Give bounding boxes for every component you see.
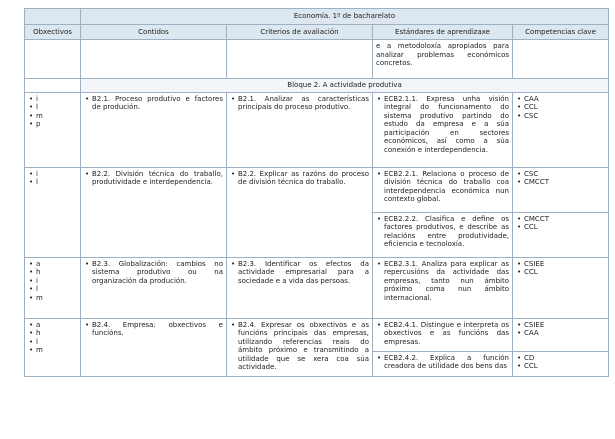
competences-cell [513,167,609,212]
content-item: • B2.2. División técnica do traballo, produtividade e interdependencia. [84,170,223,187]
competence-item: • CAA [516,329,605,338]
objectives-cell [25,257,81,318]
standard-item: • ECB2.2.2. Clasifica e define os factores produtivos, e describe as relacións entre produtividade, eficiencia e tecnoloxía. [376,215,509,249]
competence-item: • CCL [516,362,605,371]
criterion-cell [227,318,373,376]
title-row [25,9,609,25]
criterion-item: • B2.3. Identificar os efectos da actividade empresarial para a sociedade e a vida das persoas. [230,260,369,286]
objectives-cell [25,92,81,167]
table-row [25,257,609,318]
criterion-cell [227,167,373,257]
competence-item: • CSC [516,170,605,179]
content-item: • B2.4. Empresa: obxectivos e funcións. [84,321,223,338]
competences-cell [513,318,609,351]
objectives-cell [25,318,81,376]
competences-cell [513,351,609,376]
content-cell [81,167,227,257]
table-row [25,167,609,212]
standard-item: • ECB2.4.1. Distingue e interpreta os obxectivos e as funcións das empresas. [376,321,509,347]
criterion-cell [227,257,373,318]
objective-item: • a [28,321,77,330]
competence-item: • CMCCT [516,178,605,187]
objective-item: • p [28,120,77,129]
competence-item: • CMCCT [516,215,605,224]
standard-item: • ECB2.2.1. Relaciona o proceso de división técnica do traballo coa interdependencia económica nun contexto global. [376,170,509,204]
content-cell [81,257,227,318]
criterion-item: • B2.4. Expresar os obxectivos e as funcións principais das empresas, utilizando referencias reais do ámbito próximo e transmitindo a utilidade que se xera coa súa actividade. [230,321,369,372]
competence-item: • CCL [516,103,605,112]
standard-cell [373,92,513,167]
competence-item: • CAA [516,95,605,104]
competence-item: • CSIEE [516,321,605,330]
objective-item: • l [28,178,77,187]
column-header-row [25,24,609,40]
col-header-contents: Contidos [81,24,227,40]
competence-item: • CCL [516,268,605,277]
competences-cell [513,257,609,318]
standard-cell [373,167,513,212]
standard-cell [373,257,513,318]
objective-item: • i [28,95,77,104]
content-cell [81,318,227,376]
curriculum-table [24,8,609,377]
content-cell [81,92,227,167]
content-item: • B2.1. Proceso produtivo e factores de produción. [84,95,223,112]
objective-item: • m [28,346,77,355]
col-header-competences: Competencias clave [513,24,609,40]
standard-cell [373,351,513,376]
objective-item: • m [28,294,77,303]
objectives-cell [25,167,81,257]
content-item: • B2.3. Globalización: cambios no sistema produtivo ou na organización da produción. [84,260,223,286]
competence-item: • CSIEE [516,260,605,269]
table-row [25,318,609,351]
carry-over-row [25,40,609,79]
col-header-standards: Estándares de aprendizaxe [373,24,513,40]
competence-item: • CSC [516,112,605,121]
competences-cell [513,92,609,167]
objective-item: • m [28,112,77,121]
criterion-item: • B2.2. Explicar as razóns do proceso de división técnica do traballo. [230,170,369,187]
competence-item: • CD [516,354,605,363]
standard-cell [373,212,513,257]
objective-item: • l [28,338,77,347]
competences-cell [513,212,609,257]
block-row [25,79,609,93]
objective-item: • a [28,260,77,269]
col-header-objectives: Obxectivos [25,24,81,40]
standard-cell [373,318,513,351]
carry-over-standard: e a metodoloxía apropiados para analizar problemas económicos concretos. [373,40,513,79]
criterion-cell [227,92,373,167]
competence-item: • CCL [516,223,605,232]
objective-item: • i [28,277,77,286]
objective-item: • l [28,285,77,294]
objective-item: • i [28,170,77,179]
objective-item: • h [28,268,77,277]
criterion-item: • B2.1. Analizar as características principais do proceso produtivo. [230,95,369,112]
objective-item: • l [28,103,77,112]
objective-item: • h [28,329,77,338]
standard-item: • ECB2.1.1. Expresa unha visión integral do funcionamento do sistema produtivo partindo do estudo da empresa e a súa participación en sectores económicos, así como a súa conexión e interdependencia. [376,95,509,155]
standard-item: • ECB2.4.2. Explica a función creadora de utilidade dos bens das [376,354,509,371]
standard-item: • ECB2.3.1. Analiza para explicar as repercusións da actividade das empresas, tanto nun ámbito próximo coma nun ámbito internacional. [376,260,509,303]
col-header-criteria: Criterios de avaliación [227,24,373,40]
table-row [25,92,609,167]
table-title: Economía. 1º de bacharelato [81,9,609,25]
block-title: Bloque 2. A actividade produtiva [81,79,609,93]
